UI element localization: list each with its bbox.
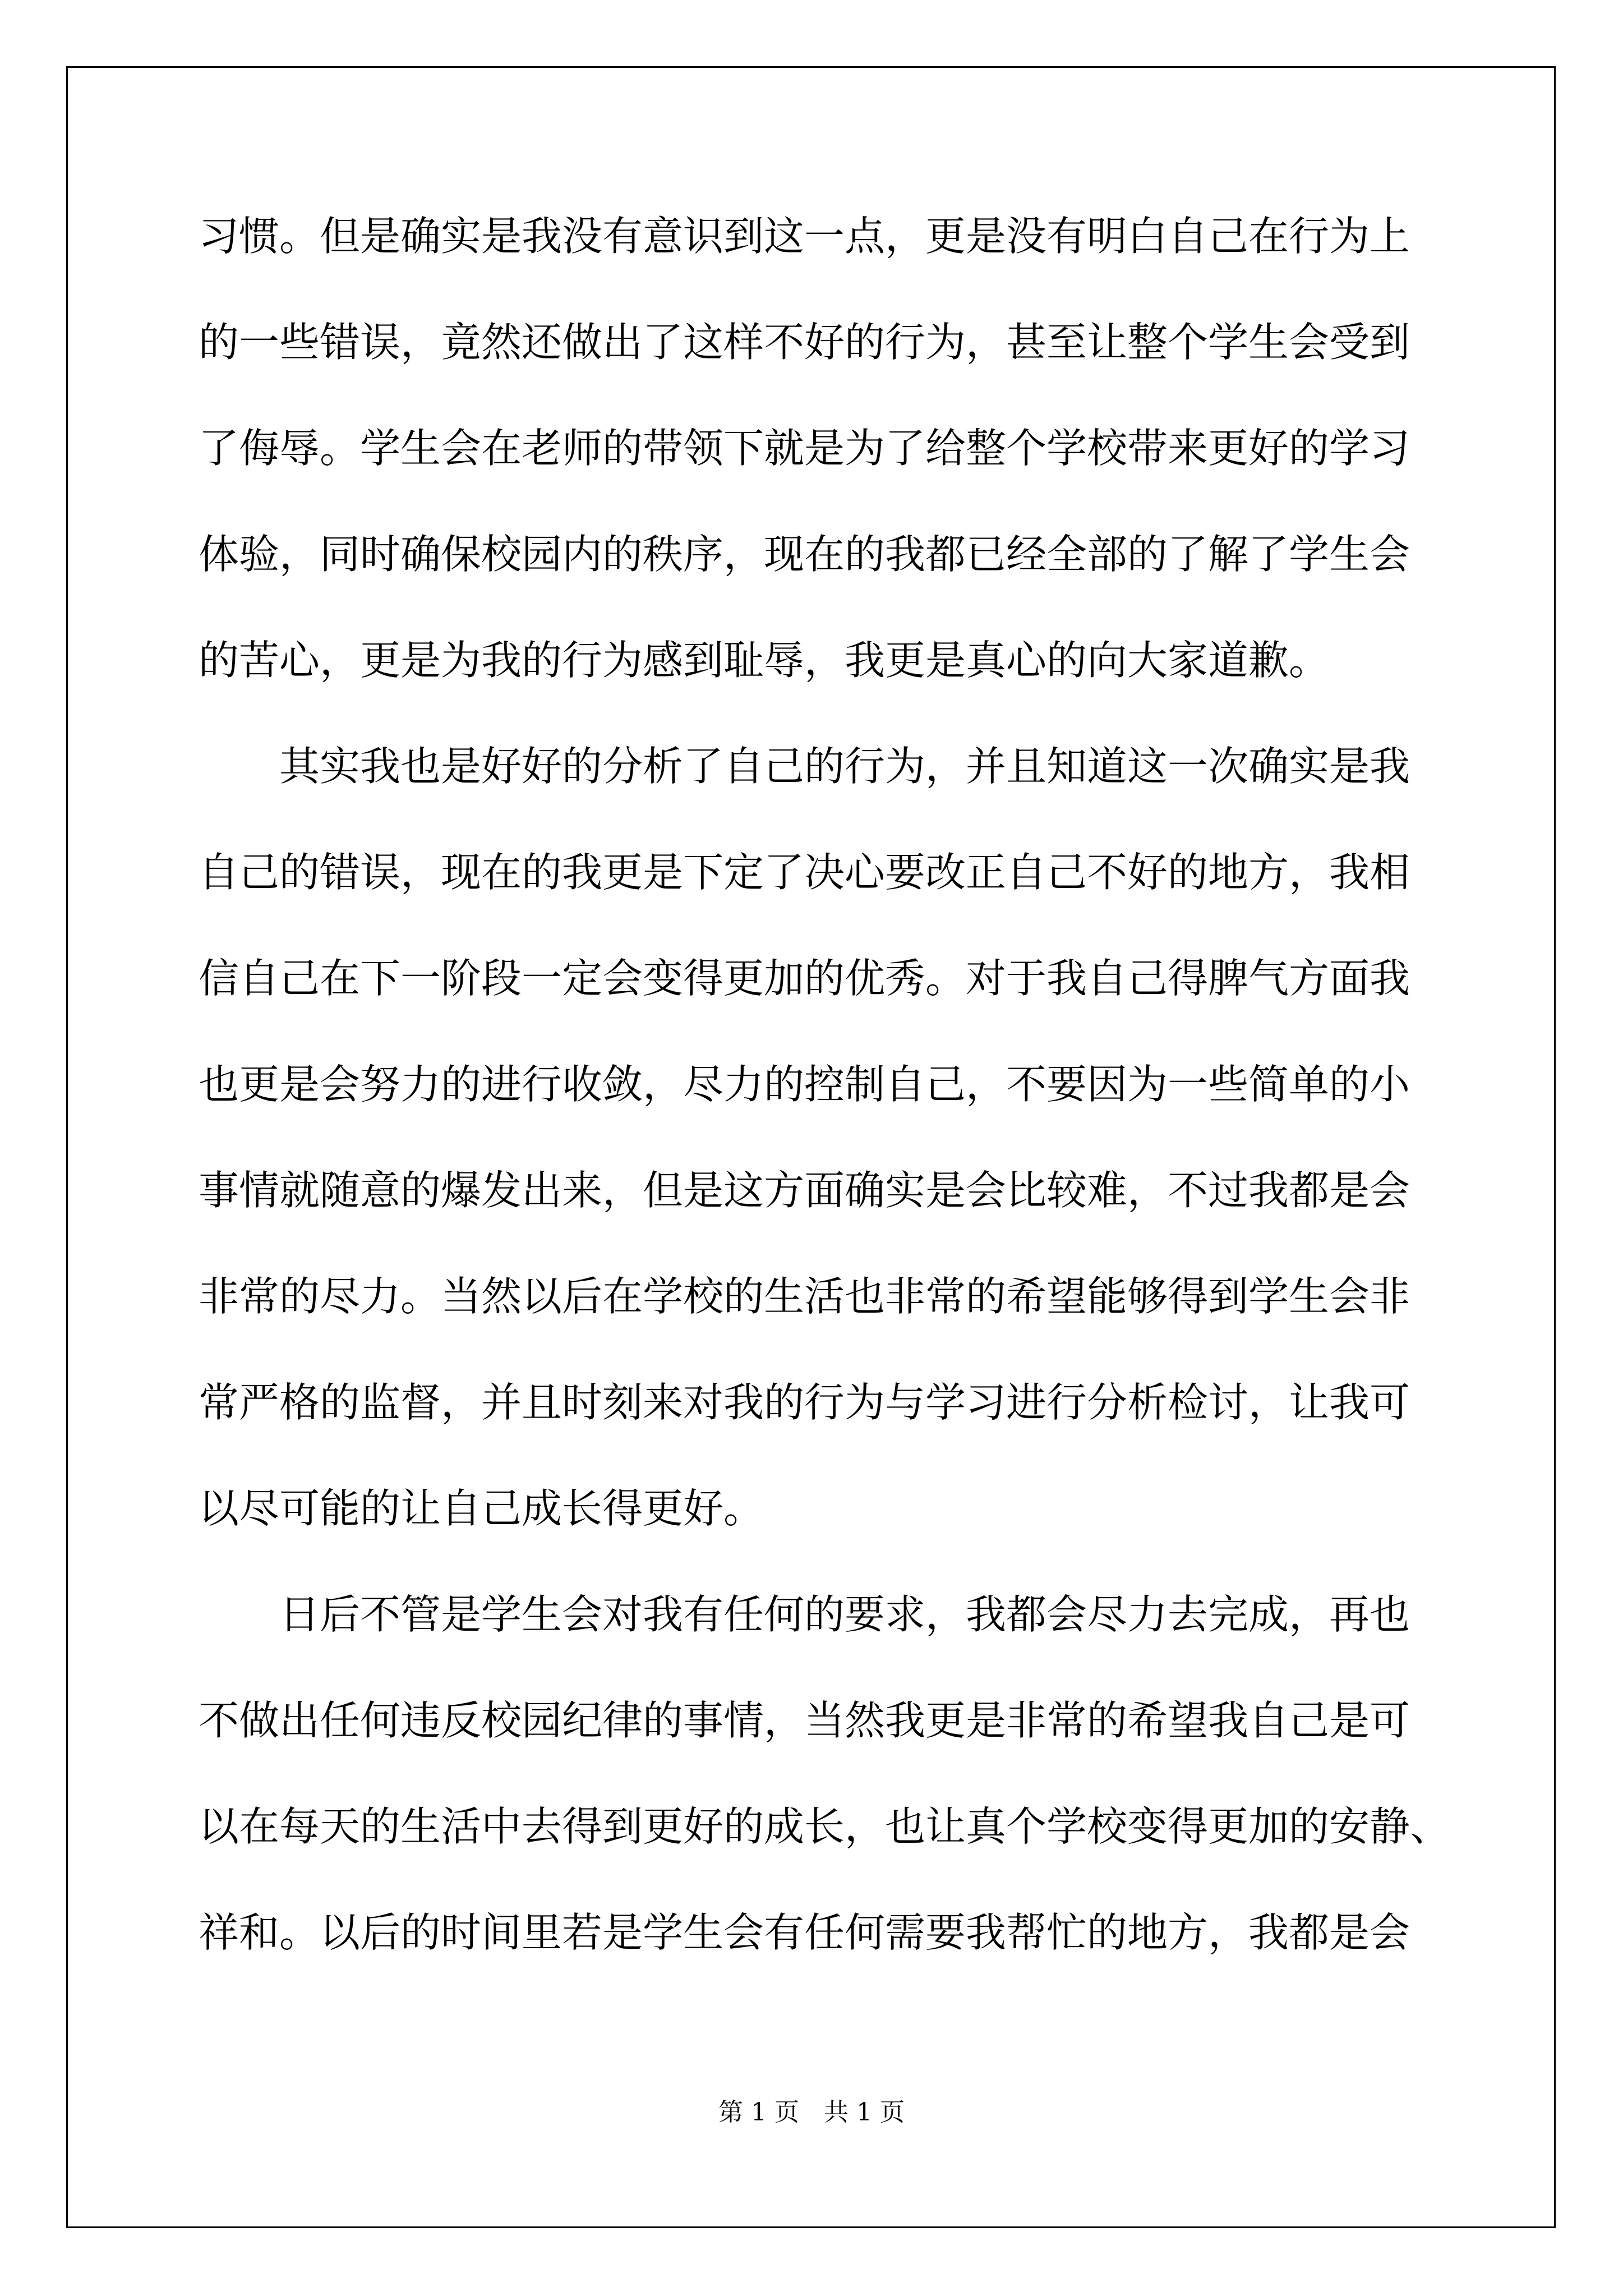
text-line: 了侮辱。学生会在老师的带领下就是为了给整个学校带来更好的学习 (199, 425, 1410, 472)
text-line: 习惯。但是确实是我没有意识到这一点，更是没有明白自己在行为上 (199, 213, 1410, 260)
text-line: 体验，同时确保校园内的秩序，现在的我都已经全部的了解了学生会 (199, 531, 1410, 578)
text-line: 祥和。以后的时间里若是学生会有任何需要我帮忙的地方，我都是会 (199, 1909, 1410, 1956)
page-border (66, 66, 1556, 2228)
text-line: 日后不管是学生会对我有任何的要求，我都会尽力去完成，再也 (199, 1591, 1410, 1638)
text-line: 信自己在下一阶段一定会变得更加的优秀。对于我自己得脾气方面我 (199, 955, 1410, 1002)
text-line: 自己的错误，现在的我更是下定了决心要改正自己不好的地方，我相 (199, 849, 1410, 896)
text-line: 事情就随意的爆发出来，但是这方面确实是会比较难，不过我都是会 (199, 1167, 1410, 1214)
text-line: 以尽可能的让自己成长得更好。 (199, 1485, 764, 1532)
text-line: 以在每天的生活中去得到更好的成长，也让真个学校变得更加的安静、 (199, 1803, 1451, 1850)
text-line: 其实我也是好好的分析了自己的行为，并且知道这一次确实是我 (199, 743, 1410, 790)
text-line: 也更是会努力的进行收敛，尽力的控制自己，不要因为一些简单的小 (199, 1061, 1410, 1108)
text-line: 的苦心，更是为我的行为感到耻辱，我更是真心的向大家道歉。 (199, 637, 1330, 684)
text-line: 的一些错误，竟然还做出了这样不好的行为，甚至让整个学生会受到 (199, 319, 1410, 366)
text-line: 不做出任何违反校园纪律的事情，当然我更是非常的希望我自己是可 (199, 1697, 1410, 1744)
text-line: 常严格的监督，并且时刻来对我的行为与学习进行分析检讨，让我可 (199, 1379, 1410, 1426)
page-number-footer: 第 1 页 共 1 页 (718, 2098, 905, 2127)
text-line: 非常的尽力。当然以后在学校的生活也非常的希望能够得到学生会非 (199, 1273, 1410, 1320)
